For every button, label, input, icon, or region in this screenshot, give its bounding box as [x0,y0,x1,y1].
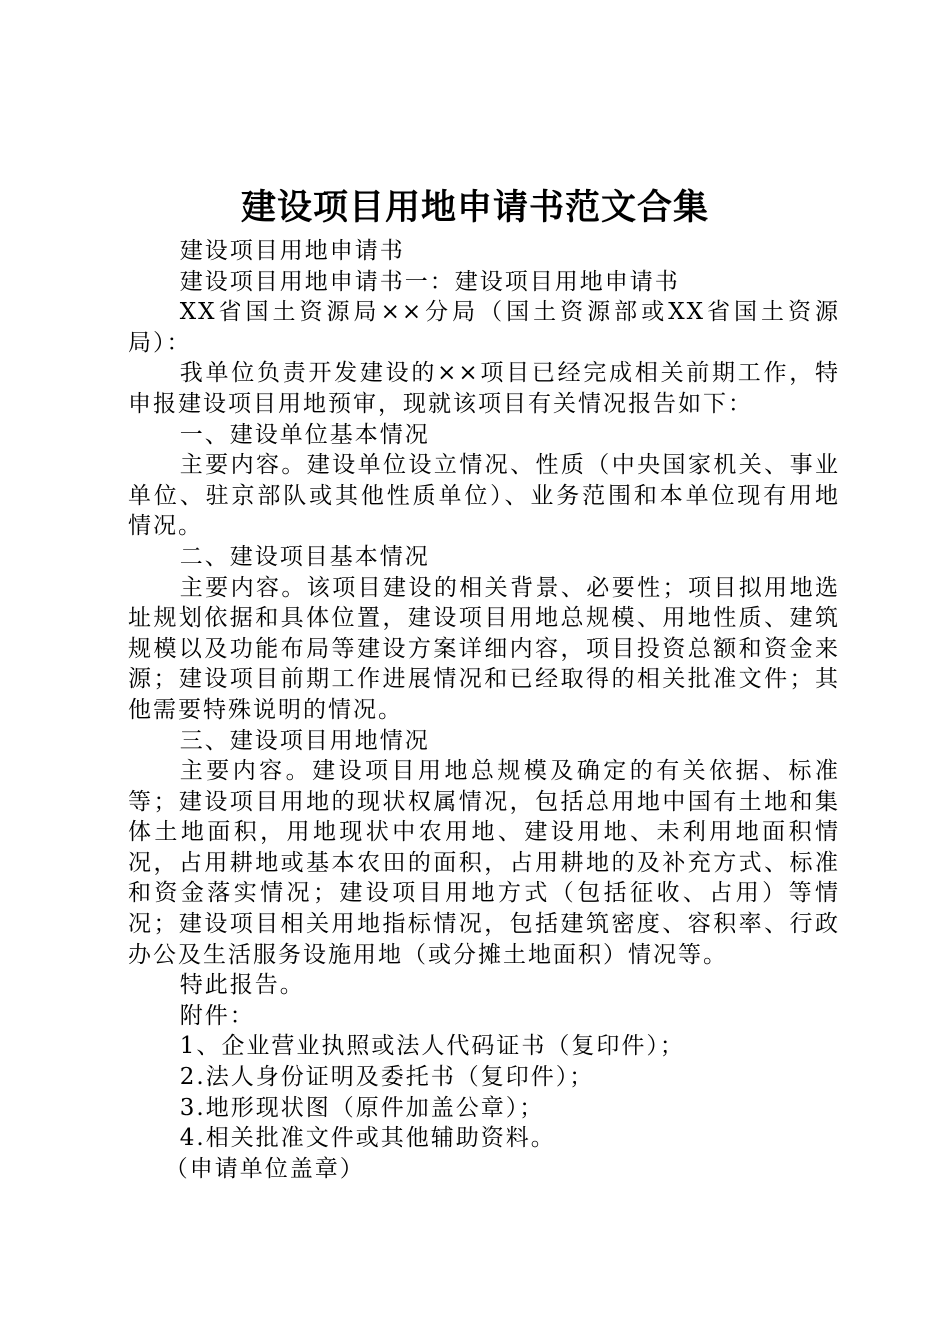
paragraph: 特此报告。 [179,972,305,999]
attachment-item: 1、企业营业执照或法人代码证书（复印件）； [179,1033,685,1060]
attachment-item: 3.地形现状图（原件加盖公章）； [179,1094,545,1121]
paragraph: 建设项目用地申请书 [179,238,405,264]
attachments-heading: 附件： [179,1002,255,1029]
attachment-item: 4.相关批准文件或其他辅助资料。 [179,1125,556,1152]
paragraph: 主要内容。建设项目用地总规模及确定的有关依据、标准等；建设项目用地的现状权属情况，包括总用地中国有土地和集体土地面积，用地现状中农用地、建设用地、未利用地面积情况，占用耕地或基本农田的面积，占用耕地的及补充方式、标准和资金落实情况；建设项目用地方式（包括征收、占用）等情况；建设项目相关用地指标情况，包括建筑密度、容积率、行政办公及生活服务设施用地（或分摊土地面积）情况等。 [128,758,840,968]
paragraph: 主要内容。建设单位设立情况、性质（中央国家机关、事业单位、驻京部队或其他性质单位）、业务范围和本单位现有用地情况。 [128,452,840,540]
document-title: 建设项目用地申请书范文合集 [240,188,709,228]
paragraph: 建设项目用地申请书一：建设项目用地申请书 [179,268,680,295]
section-heading: 三、建设项目用地情况 [179,727,430,754]
paragraph: XX省国土资源局××分局（国土资源部或XX省国土资源局）： [128,299,840,356]
seal-note: （申请单位盖章） [164,1155,365,1182]
paragraph: 主要内容。该项目建设的相关背景、必要性；项目拟用地选址规划依据和具体位置，建设项目用地总规模、用地性质、建筑规模以及功能布局等建设方案详细内容，项目投资总额和资金来源；建设项目前期工作进展情况和已经取得的相关批准文件；其他需要特殊说明的情况。 [128,574,840,723]
attachment-item: 2.法人身份证明及委托书（复印件）； [179,1064,595,1091]
document-body [128,236,840,1184]
section-heading: 二、建设项目基本情况 [179,543,430,570]
section-heading: 一、建设单位基本情况 [179,421,430,448]
paragraph: 我单位负责开发建设的××项目已经完成相关前期工作，特申报建设项目用地预审，现就该项目有关情况报告如下： [128,360,840,417]
